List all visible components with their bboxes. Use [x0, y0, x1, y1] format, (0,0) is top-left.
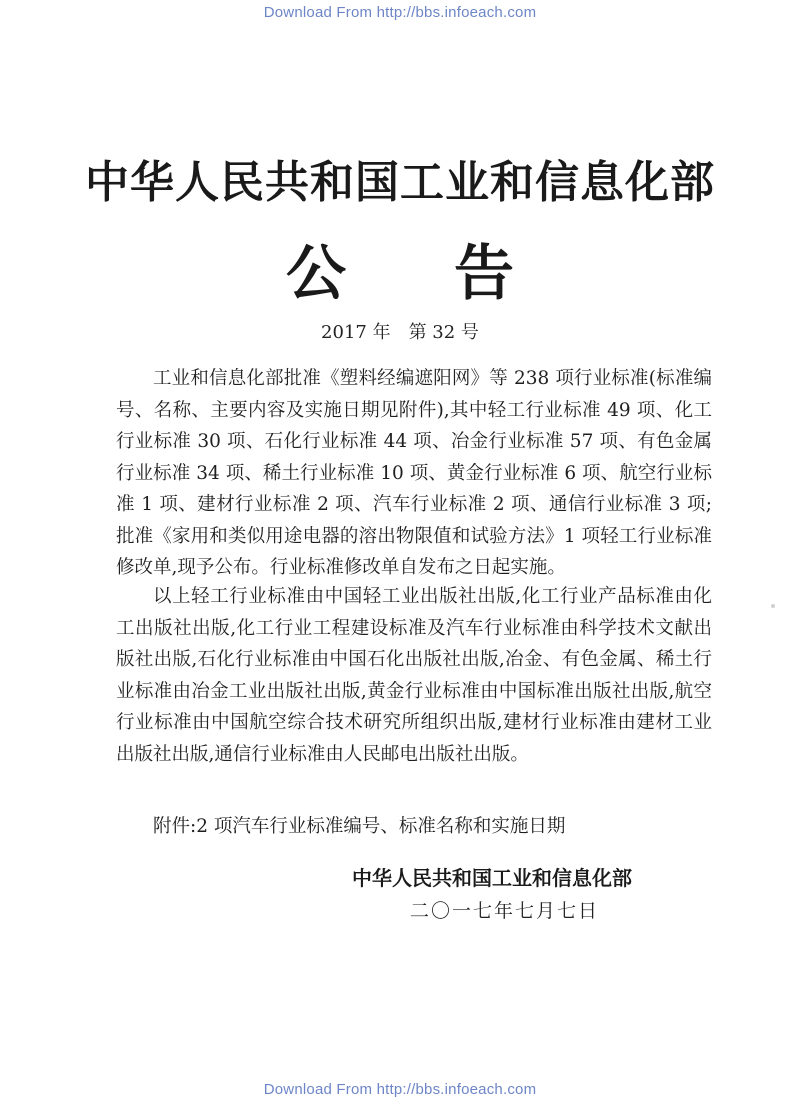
issue-number: 2017 年 第 32 号 [321, 322, 479, 343]
issue-date: 二〇一七年七月七日 [410, 900, 600, 922]
notice-title-char-1: 公 [286, 239, 346, 309]
body-paragraph-2: 以上轻工行业标准由中国轻工业出版社出版,化工行业产品标准由化工出版社出版,化工行业工程建设标准及汽车行业标准由科学技术文献出版社出版,石化行业标准由中国石化出版社出版,冶金、有色金属、稀土行业标准由冶金工业出版社出版,黄金行业标准由中国标准出版社出版,航空行业标准由中国航空综合技术研究所组织出版,建材行业标准由建材工业出版社出版,通信行业标准由人民邮电出版社出版。 [116, 586, 712, 765]
ministry-title: 中华人民共和国工业和信息化部 [85, 157, 715, 208]
body-paragraph-1: 工业和信息化部批准《塑料经编遮阳网》等 238 项行业标准(标准编号、名称、主要内容及实施日期见附件),其中轻工行业标准 49 项、化工行业标准 30 项、石化行业标准 44 项、冶金行业标准 57 项、有色金属行业标准 34 项、稀土行业标准 10 项、黄金行业标准 6 项、航空行业标准 1 项、建材行业标准 2 项、汽车行业标准 2 项、通信行业标准 3 项;批准《家用和类似用途电器的溶出物限值和试验方法》1 项轻工行业标准修改单,现予公布。行业标准修改单自发布之日起实施。 [116, 368, 712, 578]
download-watermark-bottom: Download From http://bbs.infoeach.com [263, 1081, 537, 1098]
notice-title-char-2: 告 [454, 239, 514, 309]
issuer-signature: 中华人民共和国工业和信息化部 [352, 866, 632, 890]
scan-speck [771, 604, 775, 608]
download-watermark-top: Download From http://bbs.infoeach.com [263, 4, 537, 21]
notice-title [0, 226, 800, 312]
attachment-line: 附件:2 项汽车行业标准编号、标准名称和实施日期 [153, 816, 566, 837]
